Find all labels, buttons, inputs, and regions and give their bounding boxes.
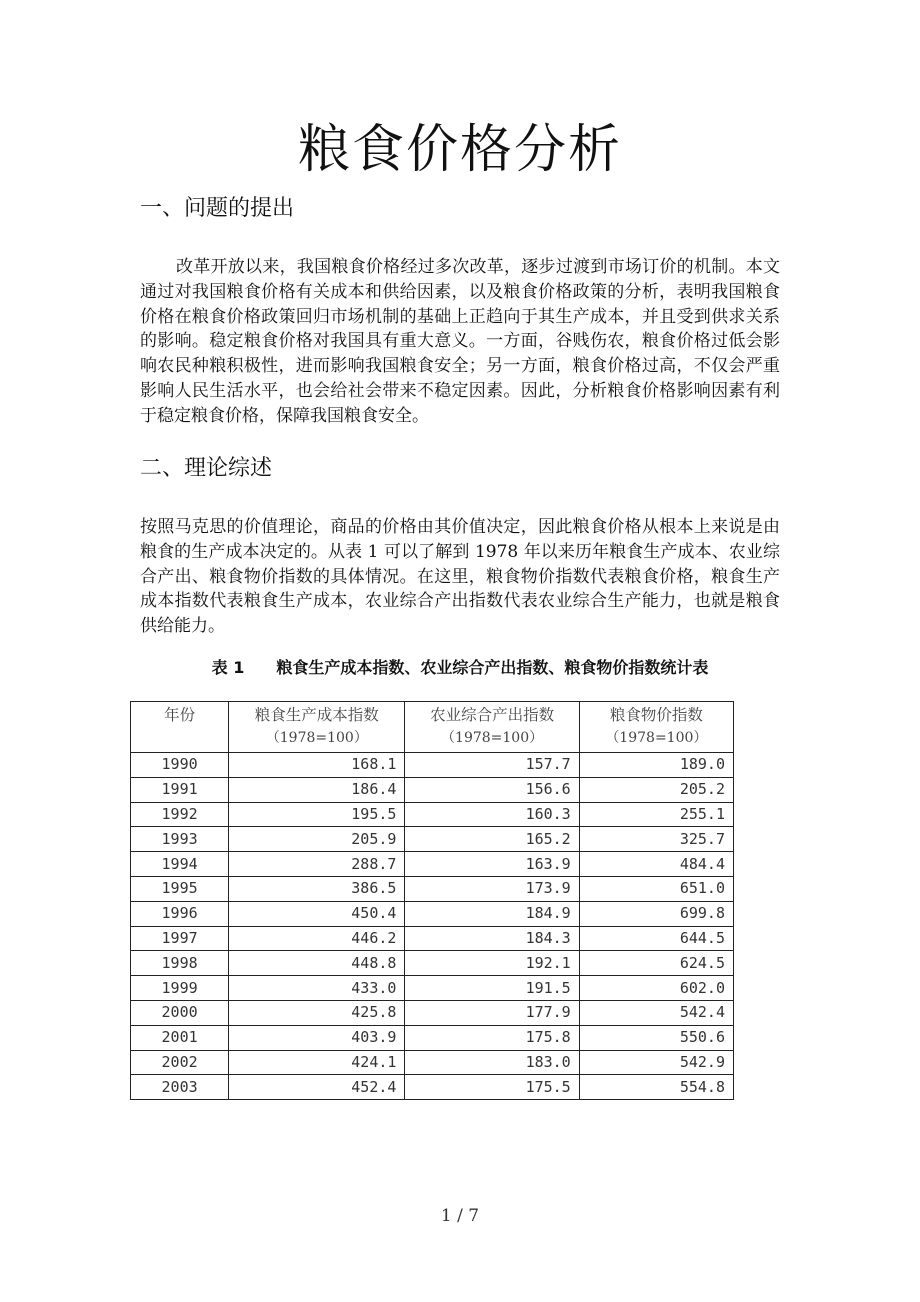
table-body	[131, 753, 734, 1100]
cell-output: 184.3	[405, 926, 579, 951]
cell-cost: 450.4	[229, 901, 405, 926]
table-row	[131, 802, 734, 827]
table-row	[131, 926, 734, 951]
cell-price: 651.0	[579, 876, 733, 901]
cell-price: 542.9	[579, 1050, 733, 1075]
header-price-index	[579, 702, 733, 753]
cell-year: 2003	[131, 1075, 229, 1100]
cell-year: 1997	[131, 926, 229, 951]
cell-price: 205.2	[579, 777, 733, 802]
table-header-row	[131, 702, 734, 753]
header-price-label: 粮食物价指数	[609, 706, 703, 724]
section-heading-problem: 一、问题的提出	[140, 196, 295, 221]
table-row	[131, 827, 734, 852]
cell-output: 163.9	[405, 852, 579, 877]
table-row	[131, 1025, 734, 1050]
cell-cost: 424.1	[229, 1050, 405, 1075]
section-heading-theory: 二、理论综述	[140, 456, 273, 481]
cell-price: 644.5	[579, 926, 733, 951]
table-caption-label: 表 1	[211, 658, 245, 677]
cell-cost: 186.4	[229, 777, 405, 802]
cell-output: 175.5	[405, 1075, 579, 1100]
cell-output: 160.3	[405, 802, 579, 827]
cell-cost: 386.5	[229, 876, 405, 901]
cell-year: 1991	[131, 777, 229, 802]
table-row	[131, 951, 734, 976]
cell-year: 1999	[131, 976, 229, 1001]
cell-output: 191.5	[405, 976, 579, 1001]
cell-year: 1992	[131, 802, 229, 827]
cell-cost: 433.0	[229, 976, 405, 1001]
header-cost-index	[229, 702, 405, 753]
header-year-label: 年份	[164, 706, 196, 724]
cell-year: 1993	[131, 827, 229, 852]
cell-cost: 425.8	[229, 1000, 405, 1025]
table-caption-text: 粮食生产成本指数、农业综合产出指数、粮食物价指数统计表	[276, 658, 709, 677]
cell-output: 173.9	[405, 876, 579, 901]
cell-output: 192.1	[405, 951, 579, 976]
cell-year: 2000	[131, 1000, 229, 1025]
cell-year: 1994	[131, 852, 229, 877]
document-title: 粮食价格分析	[297, 120, 622, 180]
cell-price: 484.4	[579, 852, 733, 877]
cell-price: 554.8	[579, 1075, 733, 1100]
cell-cost: 195.5	[229, 802, 405, 827]
table-row	[131, 1075, 734, 1100]
cell-year: 1998	[131, 951, 229, 976]
header-output-label: 农业综合产出指数	[430, 706, 555, 724]
table-row	[131, 753, 734, 778]
statistics-table	[130, 701, 734, 1100]
cell-output: 156.6	[405, 777, 579, 802]
table-row	[131, 852, 734, 877]
cell-year: 1990	[131, 753, 229, 778]
header-year	[131, 702, 229, 753]
cell-year: 1996	[131, 901, 229, 926]
cell-price: 550.6	[579, 1025, 733, 1050]
cell-cost: 403.9	[229, 1025, 405, 1050]
section-body-theory: 按照马克思的价值理论，商品的价格由其价值决定，因此粮食价格从根本上来说是由粮食的生产成本决定的。从表 1 可以了解到 1978 年以来历年粮食生产成本、农业综合产出、粮食物价指数的具体情况。在这里，粮食物价指数代表粮食价格，粮食生产成本指数代表粮食生产成本，农业综合产出指数代表农业综合生产能力，也就是粮食供给能力。	[140, 517, 780, 637]
table-row	[131, 1050, 734, 1075]
cell-output: 157.7	[405, 753, 579, 778]
cell-output: 183.0	[405, 1050, 579, 1075]
cell-cost: 448.8	[229, 951, 405, 976]
cell-price: 602.0	[579, 976, 733, 1001]
table-caption	[0, 655, 920, 681]
cell-cost: 446.2	[229, 926, 405, 951]
table-row	[131, 1000, 734, 1025]
cell-output: 177.9	[405, 1000, 579, 1025]
cell-cost: 288.7	[229, 852, 405, 877]
page-number: 1 / 7	[440, 1206, 480, 1226]
cell-output: 184.9	[405, 901, 579, 926]
table-row	[131, 901, 734, 926]
table-row	[131, 976, 734, 1001]
cell-price: 255.1	[579, 802, 733, 827]
header-cost-label: 粮食生产成本指数	[254, 706, 379, 724]
cell-year: 2002	[131, 1050, 229, 1075]
cell-price: 189.0	[579, 753, 733, 778]
cell-output: 165.2	[405, 827, 579, 852]
cell-output: 175.8	[405, 1025, 579, 1050]
cell-cost: 205.9	[229, 827, 405, 852]
cell-price: 624.5	[579, 951, 733, 976]
cell-cost: 452.4	[229, 1075, 405, 1100]
header-cost-base: （1978=100）	[265, 730, 368, 746]
cell-price: 542.4	[579, 1000, 733, 1025]
header-price-base: （1978=100）	[605, 730, 708, 746]
cell-year: 1995	[131, 876, 229, 901]
header-output-index	[405, 702, 579, 753]
table-row	[131, 876, 734, 901]
cell-price: 325.7	[579, 827, 733, 852]
table-row	[131, 777, 734, 802]
cell-cost: 168.1	[229, 753, 405, 778]
cell-year: 2001	[131, 1025, 229, 1050]
header-output-base: （1978=100）	[441, 730, 544, 746]
cell-price: 699.8	[579, 901, 733, 926]
section-body-problem: 改革开放以来，我国粮食价格经过多次改革，逐步过渡到市场订价的机制。本文通过对我国粮食价格有关成本和供给因素，以及粮食价格政策的分析，表明我国粮食价格在粮食价格政策回归市场机制的基础上正趋向于其生产成本，并且受到供求关系的影响。稳定粮食价格对我国具有重大意义。一方面，谷贱伤农，粮食价格过低会影响农民种粮积极性，进而影响我国粮食安全；另一方面，粮食价格过高，不仅会严重影响人民生活水平，也会给社会带来不稳定因素。因此，分析粮食价格影响因素有利于稳定粮食价格，保障我国粮食安全。	[140, 257, 780, 426]
